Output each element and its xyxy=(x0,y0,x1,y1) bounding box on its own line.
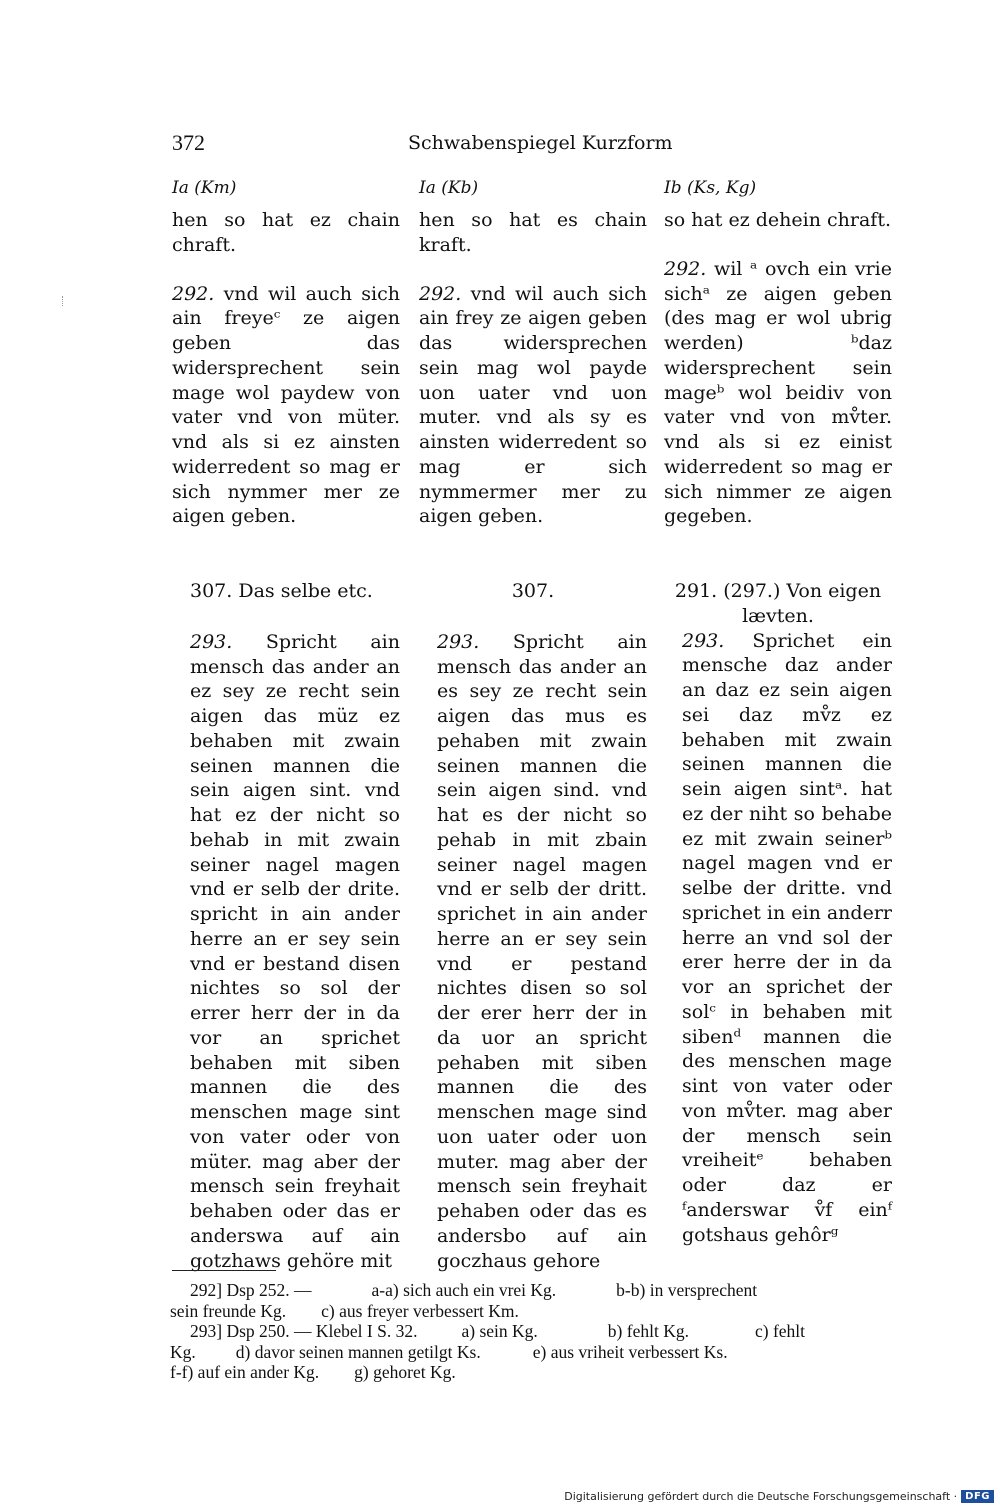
footnote-item: a) sein Kg. xyxy=(461,1321,538,1341)
paragraph-293 xyxy=(664,629,892,1248)
paragraph-292 xyxy=(172,282,400,530)
footnote-item: e) aus vriheit verbessert Ks. xyxy=(532,1341,728,1362)
paragraph-293 xyxy=(172,630,400,1274)
footnote-item: b-b) in versprechent xyxy=(616,1280,758,1300)
paragraph-number: 293. xyxy=(437,630,480,653)
footnote-ref: 292] Dsp 252. — xyxy=(190,1280,312,1300)
footnote-line xyxy=(170,1280,888,1301)
column-siglum: Ia (Kb) xyxy=(419,178,479,198)
section-heading-307: 307. Das selbe etc. xyxy=(190,580,373,602)
footnote-line xyxy=(170,1321,888,1342)
footnotes xyxy=(170,1280,888,1383)
paragraph-292 xyxy=(664,257,892,529)
carryover-text: so hat ez dehein chraft. xyxy=(664,209,891,231)
credit-text: Digitalisierung gefördert durch die Deutsche Forschungsgemeinschaft · xyxy=(564,1489,958,1503)
column-km xyxy=(172,176,400,1273)
footnote-item: d) davor seinen mannen getilgt Ks. xyxy=(235,1341,481,1362)
running-title: Schwabenspiegel Kurzform xyxy=(408,132,673,154)
paragraph-text: Sprichet ein mensche daz ander an daz ez sein aigen sei daz mv̊z ez behaben mit zwain seinen mannen die sein aigen sintᵃ. hat ez der niht so behabe ez mit zwain seinerᵇ nagel magen vnd er selbe der dritte. vnd sprichet in ein anderr herre an vnd sol der erer herre der in da vor an sprichet der solᶜ in behaben mit sibenᵈ mannen die des menschen mage sint von vater oder von mv̊ter. mag aber der mensch sein vreiheitᵉ behaben oder daz er ᶠanderswar v̊f einᶠ gotshaus gehôrᵍ xyxy=(682,629,892,1246)
footnote-ref: 293] Dsp 250. — Klebel I S. 32. xyxy=(190,1321,418,1341)
footnote-item: a-a) sich auch ein vrei Kg. xyxy=(371,1280,557,1300)
section-heading-307: 307. xyxy=(511,580,555,602)
footnote-line xyxy=(170,1342,888,1363)
paragraph-number: 293. xyxy=(190,630,233,653)
paragraph-number: 292. xyxy=(172,282,215,305)
footnote-line: sein freunde Kg. c) aus freyer verbessert Km. xyxy=(170,1300,519,1321)
section-heading-291: 291. (297.) Von eigen lævten. xyxy=(674,580,882,627)
column-kb xyxy=(419,176,647,1273)
page-number: 372 xyxy=(172,130,205,155)
paragraph-number: 293. xyxy=(682,629,725,652)
paragraph-293 xyxy=(419,630,647,1274)
column-siglum: Ib (Ks, Kg) xyxy=(664,178,757,198)
footnote-line: f-f) auf ein ander Kg. g) gehoret Kg. xyxy=(170,1362,456,1382)
paragraph-text: wil ᵃ ovch ein vrie sichᵃ ze aigen geben (des mag er wol ubrig werden) ᵇdaz widersprechent sein mageᵇ wol beidiv von vater vnd von mv̊ter. vnd als si ez einist widerredent so mag er sich nimmer ze aigen gegeben. xyxy=(664,257,892,528)
footnote-item: b) fehlt Kg. xyxy=(607,1321,689,1341)
paragraph-text: Spricht ain mensch das ander an es sey ze recht sein aigen das mus es pehaben mit zwain seinen mannen die sein aigen sind. vnd hat es der nicht so pehab in mit zbain seiner nagel magen vnd er selb der dritt. sprichet in ain ander herre an er sey sein vnd er pestand nichtes disen so sol der erer herr der in da uor an spricht pehaben mit siben mannen die des menschen mage sind uon uater oder uon muter. mag aber der mensch sein freyhait pehaben oder das es andersbo auf ain goczhaus gehore xyxy=(437,630,647,1272)
paragraph-text: vnd wil auch sich ain freyeᶜ ze aigen geben das widersprechent sein mage wol paydew von vater vnd von müter. vnd als si ez ainsten widerredent so mag er sich nymmer mer ze aigen geben. xyxy=(172,282,400,528)
dfg-logo: DFG xyxy=(961,1490,994,1503)
scan-artifact xyxy=(62,296,67,306)
digitization-credit xyxy=(564,1486,994,1506)
paragraph-number: 292. xyxy=(419,282,462,305)
paragraph-text: Spricht ain mensch das ander an ez sey ze recht sein aigen das müz ez behaben mit zwain seinen mannen die sein aigen sint. vnd hat ez der nicht so behab in mit zwain seiner nagel magen vnd er selb der drite. spricht in ain ander herre an er sey sein vnd er bestand disen nichtes so sol der errer herr der in da vor an sprichet behaben mit siben mannen die des menschen mage sint von vater oder von müter. mag aber der mensch sein freyhait behaben oder das er anderswa auf ain gotzhaws gehöre mit xyxy=(190,630,400,1272)
column-siglum: Ia (Km) xyxy=(172,178,237,198)
paragraph-292 xyxy=(419,282,647,530)
carryover-text: hen so hat ez chain chraft. xyxy=(172,209,400,256)
running-head xyxy=(172,130,892,160)
column-ks-kg xyxy=(664,176,892,1247)
footnote-rule xyxy=(172,1270,276,1271)
footnote-item: c) fehlt xyxy=(754,1321,806,1341)
paragraph-number: 292. xyxy=(664,257,707,280)
footnote-item: Kg. xyxy=(170,1341,196,1362)
paragraph-text: vnd wil auch sich ain frey ze aigen geben das widersprechen sein mag wol payde uon uater vnd uon muter. vnd als sy es ainsten widerredent so mag er sich nymmermer mer zu aigen geben. xyxy=(419,282,647,528)
carryover-text: hen so hat es chain kraft. xyxy=(419,209,647,256)
